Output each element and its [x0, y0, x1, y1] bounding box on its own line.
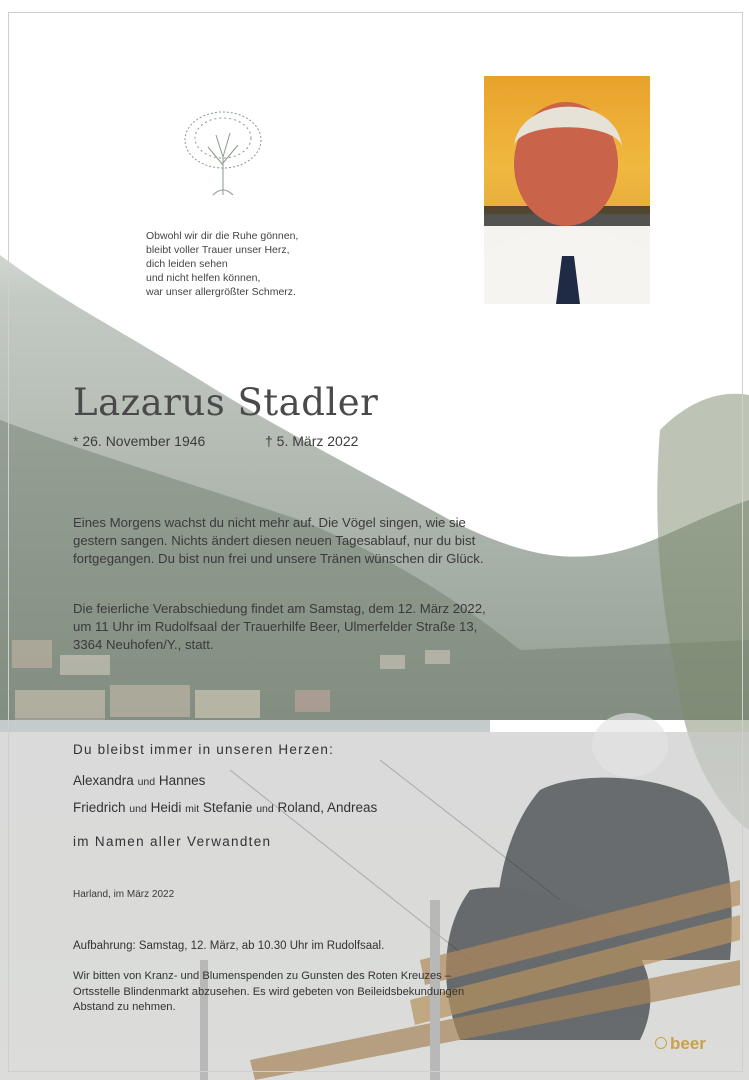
- paragraph-line: fortgegangen. Du bist nun frei und unsere Tränen wünschen dir Glück.: [73, 551, 484, 566]
- donation-note: [73, 969, 553, 1016]
- place-date: Harland, im März 2022: [73, 889, 175, 900]
- paragraph-line: Die feierliche Verabschiedung findet am Samstag, dem 12. März 2022,: [73, 601, 486, 616]
- family-name: Hannes: [158, 773, 206, 788]
- poem: [146, 229, 366, 299]
- family-name: Friedrich: [73, 800, 126, 815]
- relatives-line: im Namen aller Verwandten: [73, 834, 272, 849]
- note-line: Wir bitten von Kranz- und Blumenspenden zu Gunsten des Roten Kreuzes –: [73, 970, 452, 982]
- poem-line: dich leiden sehen: [146, 258, 228, 270]
- note-line: Abstand zu nehmen.: [73, 1001, 176, 1013]
- paragraph-line: gestern sangen. Nichts ändert diesen neuen Tagesablauf, nur du bist: [73, 533, 476, 548]
- tree-icon: [178, 105, 268, 200]
- beer-logo: [655, 1034, 706, 1054]
- poem-line: war unser allergrößter Schmerz.: [146, 286, 296, 298]
- heart-line: Du bleibst immer in unseren Herzen:: [73, 742, 335, 757]
- note-line: Ortsstelle Blindenmarkt abzusehen. Es wird gebeten von Beileidsbekundungen: [73, 985, 465, 998]
- conjunction: mit: [185, 803, 200, 815]
- poem-line: bleibt voller Trauer unser Herz,: [146, 244, 290, 256]
- death-date: † 5. März 2022: [265, 433, 359, 449]
- farewell-paragraph: [73, 514, 543, 568]
- birth-date: * 26. November 1946: [73, 433, 206, 449]
- family-name: Stefanie: [202, 800, 253, 815]
- ceremony-paragraph: [73, 600, 543, 654]
- paragraph-line: um 11 Uhr im Rudolfsaal der Trauerhilfe Beer, Ulmerfelder Straße 13,: [73, 619, 478, 634]
- viewing-info: Aufbahrung: Samstag, 12. März, ab 10.30 Uhr im Rudolfsaal.: [73, 940, 385, 952]
- paragraph-line: 3364 Neuhofen/Y., statt.: [73, 637, 214, 652]
- family-name: Roland, Andreas: [277, 800, 378, 815]
- family-line-2: [73, 800, 377, 815]
- conjunction: und: [129, 803, 147, 815]
- logo-mark-icon: [655, 1037, 667, 1049]
- poem-line: und nicht helfen können,: [146, 272, 261, 284]
- deceased-name: Lazarus Stadler: [73, 381, 379, 424]
- family-line-1: [73, 773, 205, 788]
- conjunction: und: [137, 776, 156, 788]
- conjunction: und: [256, 803, 274, 815]
- portrait-illustration: [484, 76, 650, 304]
- portrait-photo: [484, 76, 650, 304]
- logo-text: beer: [670, 1034, 706, 1053]
- family-name: Alexandra: [73, 773, 134, 788]
- paragraph-line: Eines Morgens wachst du nicht mehr auf. Die Vögel singen, wie sie: [73, 515, 466, 530]
- family-name: Heidi: [150, 800, 182, 815]
- poem-line: Obwohl wir dir die Ruhe gönnen,: [146, 230, 299, 242]
